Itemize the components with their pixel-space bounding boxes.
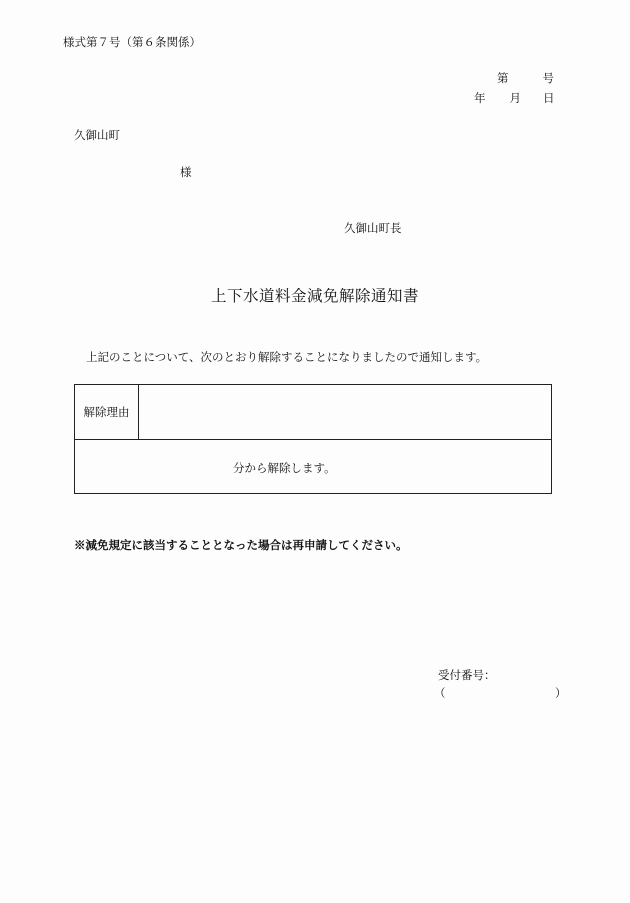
reason-label: 解除理由 <box>75 385 139 439</box>
date-day: 日 <box>543 91 555 105</box>
date-month: 月 <box>509 91 521 105</box>
receipt-close-paren: ） <box>555 686 567 700</box>
receipt-number-label: 受付番号： <box>438 668 496 682</box>
form-number: 様式第７号（第６条関係） <box>63 35 201 49</box>
date-year: 年 <box>474 91 486 105</box>
reason-row <box>75 385 551 440</box>
document-number-prefix: 第 <box>497 71 509 85</box>
reason-value-field[interactable] <box>139 385 551 439</box>
body-text: 上記のことについて、次のとおり解除することになりましたので通知します。 <box>86 350 488 364</box>
sender-name: 久御山町長 <box>344 221 402 235</box>
date-line <box>474 90 555 106</box>
document-number-suffix: 号 <box>542 71 554 85</box>
honorific: 様 <box>180 165 192 179</box>
recipient-town: 久御山町 <box>74 128 120 142</box>
release-table <box>74 384 552 494</box>
release-text: 分から解除します。 <box>233 461 336 475</box>
document-title: 上下水道料金減免解除通知書 <box>210 287 419 305</box>
receipt-open-paren: （ <box>434 686 446 700</box>
release-row <box>75 440 551 494</box>
reapply-notice: ※減免規定に該当することとなった場合は再申請してください。 <box>74 538 408 552</box>
document-number-line <box>497 70 554 86</box>
